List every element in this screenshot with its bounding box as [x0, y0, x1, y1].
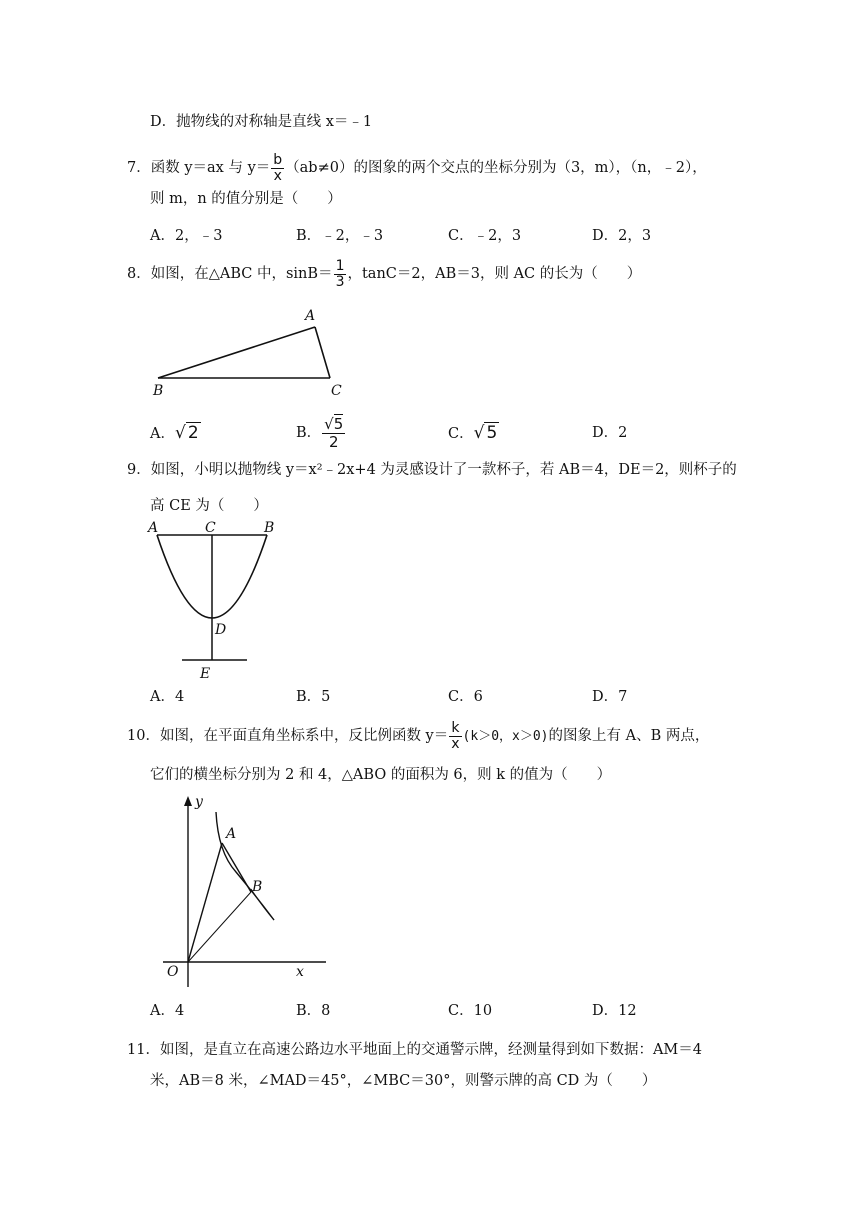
q9-option-a[interactable]: A．4 — [150, 689, 185, 705]
q7-option-d[interactable]: D．2，3 — [592, 228, 652, 244]
q8-option-b-fraction — [322, 416, 345, 451]
q8-option-b-den: 2 — [328, 432, 339, 451]
q9-option-b[interactable]: B．5 — [296, 689, 331, 705]
q7-stem-pre: 7．函数 y＝ax 与 y＝ — [127, 160, 271, 176]
q10-label-o: O — [167, 964, 179, 980]
q7-option-b[interactable]: B．﹣2，﹣3 — [296, 228, 384, 244]
q10-frac-num: k — [449, 721, 461, 737]
q8-option-d-prefix: D． — [592, 425, 619, 441]
q10-stem-line2: 它们的横坐标分别为 2 和 4，△ABO 的面积为 6，则 k 的值为（ ） — [150, 767, 612, 783]
q10-segment-oa — [188, 843, 222, 962]
q9-option-c[interactable]: C．6 — [448, 689, 483, 705]
q10-stem-post: 的图象上有 A、B 两点， — [548, 728, 710, 744]
q9-label-c: C — [205, 520, 216, 536]
q10-condition: (k＞0，x＞0) — [462, 729, 549, 744]
q8-frac-num: 1 — [335, 257, 345, 274]
q10-stem-pre: 10．如图，在平面直角坐标系中，反比例函数 y＝ — [127, 728, 449, 744]
q10-fraction — [449, 721, 461, 752]
q9-cup-figure — [145, 518, 285, 683]
q8-option-c-prefix: C． — [448, 426, 474, 442]
q7-stem-line1 — [127, 150, 707, 186]
q8-option-d[interactable] — [592, 423, 627, 443]
q7-frac-den: x — [273, 167, 282, 184]
q10-option-c[interactable]: C．10 — [448, 1003, 493, 1019]
q8-option-c[interactable] — [448, 420, 499, 447]
q10-option-d[interactable]: D．12 — [592, 1003, 637, 1019]
q8-option-b-num: √5 — [324, 414, 344, 433]
q8-triangle-figure — [145, 300, 365, 400]
q8-frac-den: 3 — [335, 273, 345, 290]
q9-option-d[interactable]: D．7 — [592, 689, 628, 705]
q8-option-d-value: 2 — [618, 425, 628, 441]
q6-option-d: D．抛物线的对称轴是直线 x＝﹣1 — [150, 114, 373, 130]
q8-option-c-radicand: 5 — [486, 423, 498, 443]
q10-y-arrow-icon — [184, 796, 192, 806]
q10-hyperbola — [216, 812, 274, 920]
q8-option-a[interactable] — [150, 420, 201, 447]
q7-stem-line2: 则 m，n 的值分别是（ ） — [150, 191, 342, 207]
q8-option-b-radicand: 5 — [333, 414, 344, 433]
q10-option-b[interactable]: B．8 — [296, 1003, 331, 1019]
q8-option-b[interactable] — [296, 414, 346, 452]
q8-label-a: A — [305, 308, 316, 324]
q8-option-a-sqrt: √ 2 — [174, 423, 199, 443]
q8-side-ab — [158, 327, 315, 378]
q10-label-y: y — [195, 794, 203, 810]
q8-stem — [127, 256, 641, 292]
q10-stem-line1 — [127, 718, 709, 755]
q10-frac-den: x — [451, 735, 460, 752]
q8-option-b-prefix: B． — [296, 425, 322, 441]
q10-graph-figure — [158, 792, 328, 992]
q9-label-e: E — [200, 666, 211, 682]
q11-stem-line1: 11．如图，是直立在高速公路边水平地面上的交通警示牌，经测量得到如下数据：AM＝4 — [127, 1042, 702, 1058]
q7-option-a[interactable]: A．2，﹣3 — [150, 228, 223, 244]
q10-label-a: A — [226, 826, 237, 842]
q8-stem-post: ，tanC＝2，AB＝3，则 AC 的长为（ ） — [347, 266, 642, 282]
q9-label-d: D — [215, 622, 227, 638]
q8-label-c: C — [331, 383, 342, 399]
q8-label-b: B — [153, 383, 164, 399]
q8-stem-pre: 8．如图，在△ABC 中，sinB＝ — [127, 266, 333, 282]
q10-option-a[interactable]: A．4 — [150, 1003, 185, 1019]
q8-option-a-prefix: A． — [150, 426, 175, 442]
q9-label-a: A — [148, 520, 159, 536]
q8-option-a-radicand: 2 — [187, 423, 199, 443]
q7-stem-post: （ab≠0）的图象的两个交点的坐标分别为（3，m），（n，﹣2）， — [285, 160, 707, 176]
q9-stem-line2: 高 CE 为（ ） — [150, 498, 268, 514]
q7-frac-num: b — [273, 151, 283, 168]
q7-option-c[interactable]: C．﹣2，3 — [448, 228, 522, 244]
q8-fraction — [334, 259, 347, 290]
q11-stem-line2: 米，AB＝8 米，∠MAD＝45°，∠MBC＝30°，则警示牌的高 CD 为（ ） — [150, 1073, 657, 1089]
q8-side-ac — [315, 327, 330, 378]
q10-label-x: x — [296, 964, 304, 980]
q10-label-b: B — [252, 879, 263, 895]
q8-option-c-sqrt: √ 5 — [473, 423, 498, 443]
q7-fraction — [271, 153, 284, 184]
q10-segment-ab — [222, 843, 251, 892]
q9-stem-line1: 9．如图，小明以抛物线 y＝x²﹣2x+4 为灵感设计了一款杯子，若 AB＝4，DE＝2，则杯子的 — [127, 462, 737, 478]
q9-label-b: B — [264, 520, 275, 536]
